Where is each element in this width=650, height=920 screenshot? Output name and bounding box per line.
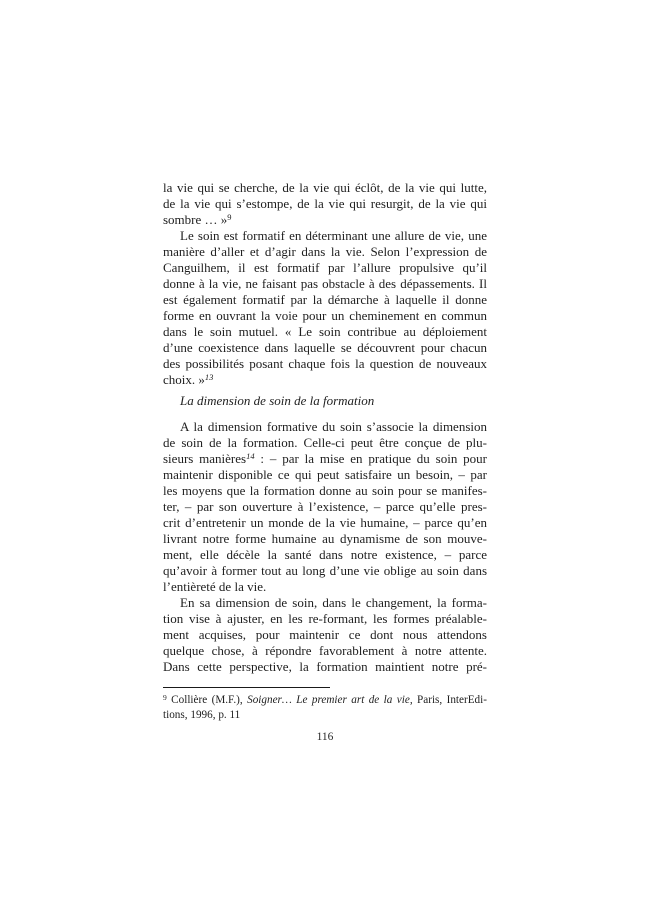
text-segment: Soigner… Le premier art de la vie, — [247, 694, 413, 706]
text-segment: de soin de la formation. Celle-ci peut être conçue de plu- — [163, 435, 487, 450]
text-line — [163, 515, 487, 531]
paragraph — [163, 180, 487, 228]
text-segment: dans le soin mutuel. « Le soin contribue au déploiement — [163, 324, 487, 339]
text-segment: En sa dimension de soin, dans le changement, la forma- — [180, 595, 487, 610]
text-segment: tion vise à ajuster, en les re-formant, les formes préalable- — [163, 611, 487, 626]
text-line — [163, 499, 487, 515]
text-line — [163, 483, 487, 499]
text-segment: de la vie qui s’estompe, de la vie qui resurgit, de la vie qui — [163, 196, 487, 211]
footnote — [163, 693, 487, 723]
text-segment: qu’avoir à former tout au long d’une vie oblige au soin dans — [163, 563, 487, 578]
paragraph — [163, 595, 487, 675]
text-line — [163, 276, 487, 292]
footnote-marker: 13 — [204, 372, 214, 382]
footnote-rule — [163, 687, 330, 688]
text-segment: ter, – par son ouverture à l’existence, – parce qu’elle pres- — [163, 499, 487, 514]
footnote-line — [163, 693, 487, 708]
footnote-area — [163, 687, 487, 723]
text-line — [163, 244, 487, 260]
text-segment: sieurs manières — [163, 451, 247, 466]
text-segment: l’entièreté de la vie. — [163, 579, 267, 594]
text-segment: Dans cette perspective, la formation maintient notre pré- — [163, 659, 487, 674]
text-segment: crit d’entretenir un monde de la vie humaine, – parce qu’en — [163, 515, 487, 530]
text-segment: Collière (M.F.), — [166, 694, 248, 706]
paragraph — [163, 419, 487, 595]
text-line — [163, 228, 487, 244]
text-segment: d’une coexistence dans laquelle se découvrent pour chacun — [163, 340, 487, 355]
text-line — [163, 563, 487, 579]
text-line — [163, 595, 487, 611]
text-line — [163, 547, 487, 563]
text-segment: sombre … » — [163, 212, 228, 227]
text-segment: ment acquises, pour maintenir ce dont nous attendons — [163, 627, 487, 642]
text-column — [163, 180, 487, 675]
paragraph — [163, 228, 487, 388]
text-line — [163, 659, 487, 675]
footnote-line — [163, 708, 487, 723]
text-segment: ment, elle décèle la santé dans notre existence, – parce — [163, 547, 487, 562]
text-segment: choix. » — [163, 372, 205, 387]
text-segment: des possibilités posant chaque fois la question de nouveaux — [163, 356, 487, 371]
text-line — [163, 212, 487, 228]
text-segment: livrant notre forme humaine au dynamisme de son mouve- — [163, 531, 487, 546]
text-line — [163, 292, 487, 308]
text-line — [163, 531, 487, 547]
text-line — [163, 419, 487, 435]
text-line — [163, 579, 487, 595]
text-line — [163, 627, 487, 643]
footnote-marker: 14 — [246, 451, 255, 461]
text-segment: est également formatif par la démarche à laquelle il donne — [163, 292, 487, 307]
section-heading: La dimension de soin de la formation — [180, 393, 375, 408]
text-line — [163, 372, 487, 388]
text-segment: la vie qui se cherche, de la vie qui éclôt, de la vie qui lutte, — [163, 180, 487, 195]
text-segment: A la dimension formative du soin s’associe la dimension — [180, 419, 487, 434]
text-line — [163, 324, 487, 340]
text-segment: maintenir disponible ce qui peut satisfaire un besoin, – par — [163, 467, 487, 482]
text-segment: tions, 1996, p. 11 — [163, 709, 241, 721]
text-line — [163, 451, 487, 467]
text-line — [163, 308, 487, 324]
footnote-marker: 9 — [227, 212, 232, 222]
text-segment: forme en ouvrant la voie pour un cheminement en commun — [163, 308, 487, 323]
text-segment: : – par la mise en pratique du soin pour — [254, 451, 487, 466]
page-number: 116 — [316, 731, 334, 743]
text-line — [163, 340, 487, 356]
footnote-marker: 9 — [163, 693, 167, 702]
text-line — [163, 435, 487, 451]
text-segment: Le soin est formatif en déterminant une allure de vie, une — [180, 228, 487, 243]
text-segment: Canguilhem, il est formatif par l’allure propulsive qu’il — [163, 260, 487, 275]
text-line — [163, 196, 487, 212]
text-line — [163, 611, 487, 627]
text-line — [163, 467, 487, 483]
text-segment: manière d’aller et d’agir dans la vie. Selon l’expression de — [163, 244, 487, 259]
text-segment: Paris, InterEdi- — [412, 694, 487, 706]
text-line — [163, 260, 487, 276]
text-segment: quelque chose, à répondre favorablement à notre attente. — [163, 643, 487, 658]
text-segment: les moyens que la formation donne au soin pour se manifes- — [163, 483, 487, 498]
text-line — [163, 643, 487, 659]
text-segment: donne à la vie, ne faisant pas obstacle à des dépassements. Il — [163, 276, 487, 291]
text-line — [163, 356, 487, 372]
text-line — [163, 180, 487, 196]
